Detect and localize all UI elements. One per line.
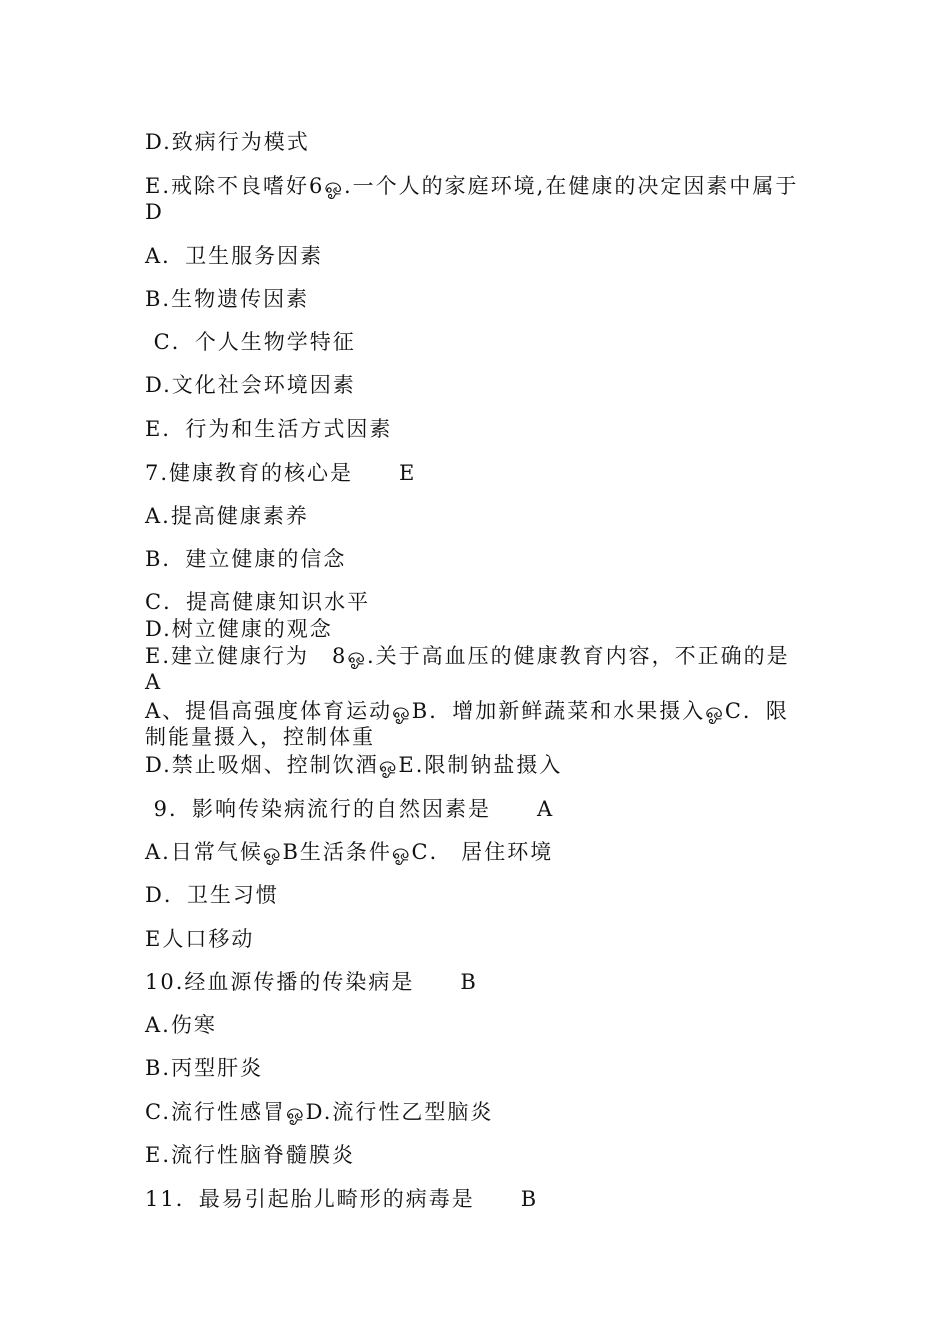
- text-line: E.流行性脑脊髓膜炎: [145, 1143, 356, 1167]
- text-line: E.戒除不良嗜好6ஓ.一个人的家庭环境,在健康的决定因素中属于 D: [145, 174, 822, 224]
- text-line: B.生物遗传因素: [145, 287, 310, 311]
- text-line: 7.健康教育的核心是 E: [145, 461, 417, 485]
- text-line: E．行为和生活方式因素: [145, 417, 393, 441]
- text-line: C．个人生物学特征: [145, 330, 356, 354]
- text-line: D．卫生习惯: [145, 883, 279, 907]
- text-line: D.文化社会环境因素: [145, 373, 356, 397]
- text-line: E人口移动: [145, 927, 255, 951]
- text-line: A．卫生服务因素: [145, 244, 324, 268]
- text-line: A、提倡高强度体育运动ஓB．增加新鲜蔬菜和水果摄入ஓC．限制能量摄入，控制体重: [145, 699, 789, 749]
- text-line: 10.经血源传播的传染病是 B: [145, 970, 478, 994]
- text-line: C.流行性感冒ஓD.流行性乙型脑炎: [145, 1100, 494, 1124]
- text-line: B.丙型肝炎: [145, 1056, 264, 1080]
- text-line: A.伤寒: [145, 1013, 217, 1037]
- text-line: A.提高健康素养: [145, 504, 309, 528]
- text-line: D.致病行为模式: [145, 130, 310, 154]
- text-line: E.建立健康行为 8ஓ.关于高血压的健康教育内容，不正确的是 A: [145, 644, 813, 694]
- text-line: D.禁止吸烟、控制饮酒ஓE.限制钠盐摄入: [145, 753, 563, 777]
- text-line: 11．最易引起胎儿畸形的病毒是 B: [145, 1187, 539, 1211]
- text-line: B．建立健康的信念: [145, 547, 347, 571]
- text-line: D.树立健康的观念: [145, 617, 333, 641]
- text-line: 9．影响传染病流行的自然因素是 A: [145, 797, 555, 821]
- text-line: A.日常气候ஓB生活条件ஓC． 居住环境: [145, 840, 554, 864]
- text-line: C．提高健康知识水平: [145, 590, 371, 614]
